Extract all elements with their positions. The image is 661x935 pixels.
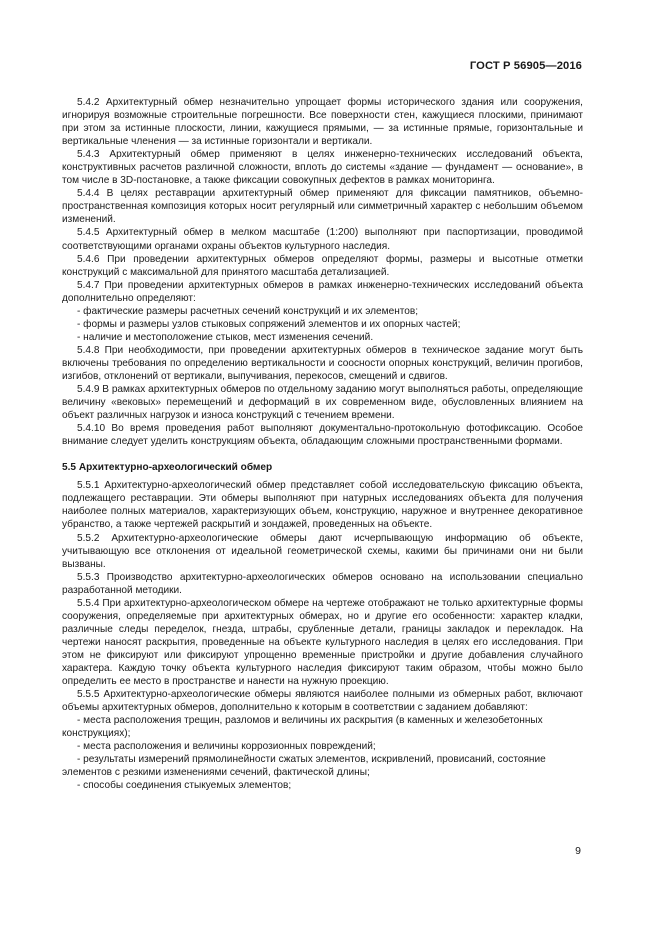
list-item: - наличие и местоположение стыков, мест изменения сечений. (77, 331, 374, 343)
list-item: - способы соединения стыкуемых элементов; (77, 780, 292, 792)
section-heading-5-5: 5.5 Архитектурно-археологический обмер (62, 462, 273, 474)
paragraph-5-4-3: 5.4.3 Архитектурный обмер применяют в целях инженерно-технических исследований объекта, конструктивных расчетов различной сложности, вплоть до системы «здание — фундамент — основание», в том числе в 3D-постановке, а также фиксации совокупных дефектов в рамках мониторинга. (62, 149, 583, 187)
list-item: - места расположения трещин, разломов и величины их раскрытия (в каменных и железобетонных конструкциях); (62, 715, 543, 740)
paragraph-5-4-9: 5.4.9 В рамках архитектурных обмеров по отдельному заданию могут выполняться работы, определяющие величину «вековых» перемещений и деформаций в их современном виде, обусловленных влиянием на объект различных нагрузок и износа конструкций с течением времени. (62, 384, 583, 422)
paragraph-5-4-5: 5.4.5 Архитектурный обмер в мелком масштабе (1:200) выполняют при паспортизации, проводимой соответствующими органами охраны объектов культурного наследия. (62, 227, 583, 252)
paragraph-5-4-7: 5.4.7 При проведении архитектурных обмеров в рамках инженерно-технических исследований объекта дополнительно определяют: (62, 279, 583, 304)
paragraph-5-5-1: 5.5.1 Архитектурно-археологический обмер представляет собой исследовательскую фиксацию объекта, подлежащего реставрации. Эти обмеры выполняют при натурных исследованиях объекта для получения наиболее полных материалов, характеризующих объем, конструкцию, наружное и внутреннее декоративное убранство, а также чертежей раскрытий и зондажей, проведенных на объекте. (62, 480, 583, 531)
list-item: - фактические размеры расчетных сечений конструкций и их элементов; (77, 305, 419, 317)
document-header-standard: ГОСТ Р 56905—2016 (469, 60, 582, 72)
paragraph-5-4-8: 5.4.8 При необходимости, при проведении архитектурных обмеров в техническое задание могут быть включены требования по определению вертикальности и соосности опорных конструкций, величин прогибов, изгибов, отклонений от вертикали, выпучивания, перекосов, смещений и сдвигов. (62, 344, 583, 382)
paragraph-5-4-2: 5.4.2 Архитектурный обмер незначительно упрощает формы исторического здания или сооружения, игнорируя возможные строительные погрешности. Все поверхности стен, кажущиеся плоскими, принимают при этом за истинные плоскости, линии, кажущиеся прямыми, — за истинные прямые, горизонтальные и вертикальные членения — за истинные горизонтали и вертикали. (62, 97, 583, 148)
paragraph-5-5-4: 5.5.4 При архитектурно-археологическом обмере на чертеже отображают не только архитектурные формы сооружения, определяемые при архитектурных обмерах, но и другие его особенности: характер кладки, различные следы переделок, гнезда, штрабы, срубленные детали, границы закладок и перекладок. На чертежи наносят раскрытия, проведенные на объекте культурного наследия в целях его исследования. При этом не фиксируют или фиксируют упрощенно временные пристройки и другие добавления случайного характера. Каждую точку объекта культурного наследия фиксируют таким образом, чтобы можно было определить ее место в пространстве и нанести на нужную проекцию. (62, 597, 583, 688)
paragraph-5-4-10: 5.4.10 Во время проведения работ выполняют документально-протокольную фотофиксацию. Особое внимание следует уделить конструкциям объекта, обладающим сложными пространственными формами. (62, 423, 583, 448)
list-item: - места расположения и величины коррозионных повреждений; (77, 741, 376, 753)
paragraph-5-4-6: 5.4.6 При проведении архитектурных обмеров определяют формы, размеры и высотные отметки конструкций с максимальной для принятого масштаба детализацией. (62, 253, 583, 278)
paragraph-5-5-5: 5.5.5 Архитектурно-археологические обмеры являются наиболее полными из обмерных работ, включают объемы архитектурных обмеров, дополнительно к которым в соответствии с заданием добавляют: (62, 689, 583, 714)
page-number: 9 (575, 845, 581, 857)
list-item: - формы и размеры узлов стыковых сопряжений элементов и их опорных частей; (77, 318, 461, 330)
document-body (62, 96, 583, 792)
list-item: - результаты измерений прямолинейности сжатых элементов, искривлений, провисаний, состояние элементов с резкими изменениями сечений, фактической длины; (62, 754, 546, 779)
paragraph-5-5-3: 5.5.3 Производство архитектурно-археологических обмеров основано на использовании специально разработанной методики. (62, 571, 583, 596)
paragraph-5-4-4: 5.4.4 В целях реставрации архитектурный обмер применяют для фиксации памятников, объемно-пространственная композиция которых носит регулярный или симметричный характер с небольшим объемом изменений. (62, 188, 583, 226)
paragraph-5-5-2: 5.5.2 Архитектурно-археологические обмеры дают исчерпывающую информацию об объекте, учитывающую все отклонения от идеальной геометрической схемы, какими бы причинами они ни были вызваны. (62, 532, 583, 570)
